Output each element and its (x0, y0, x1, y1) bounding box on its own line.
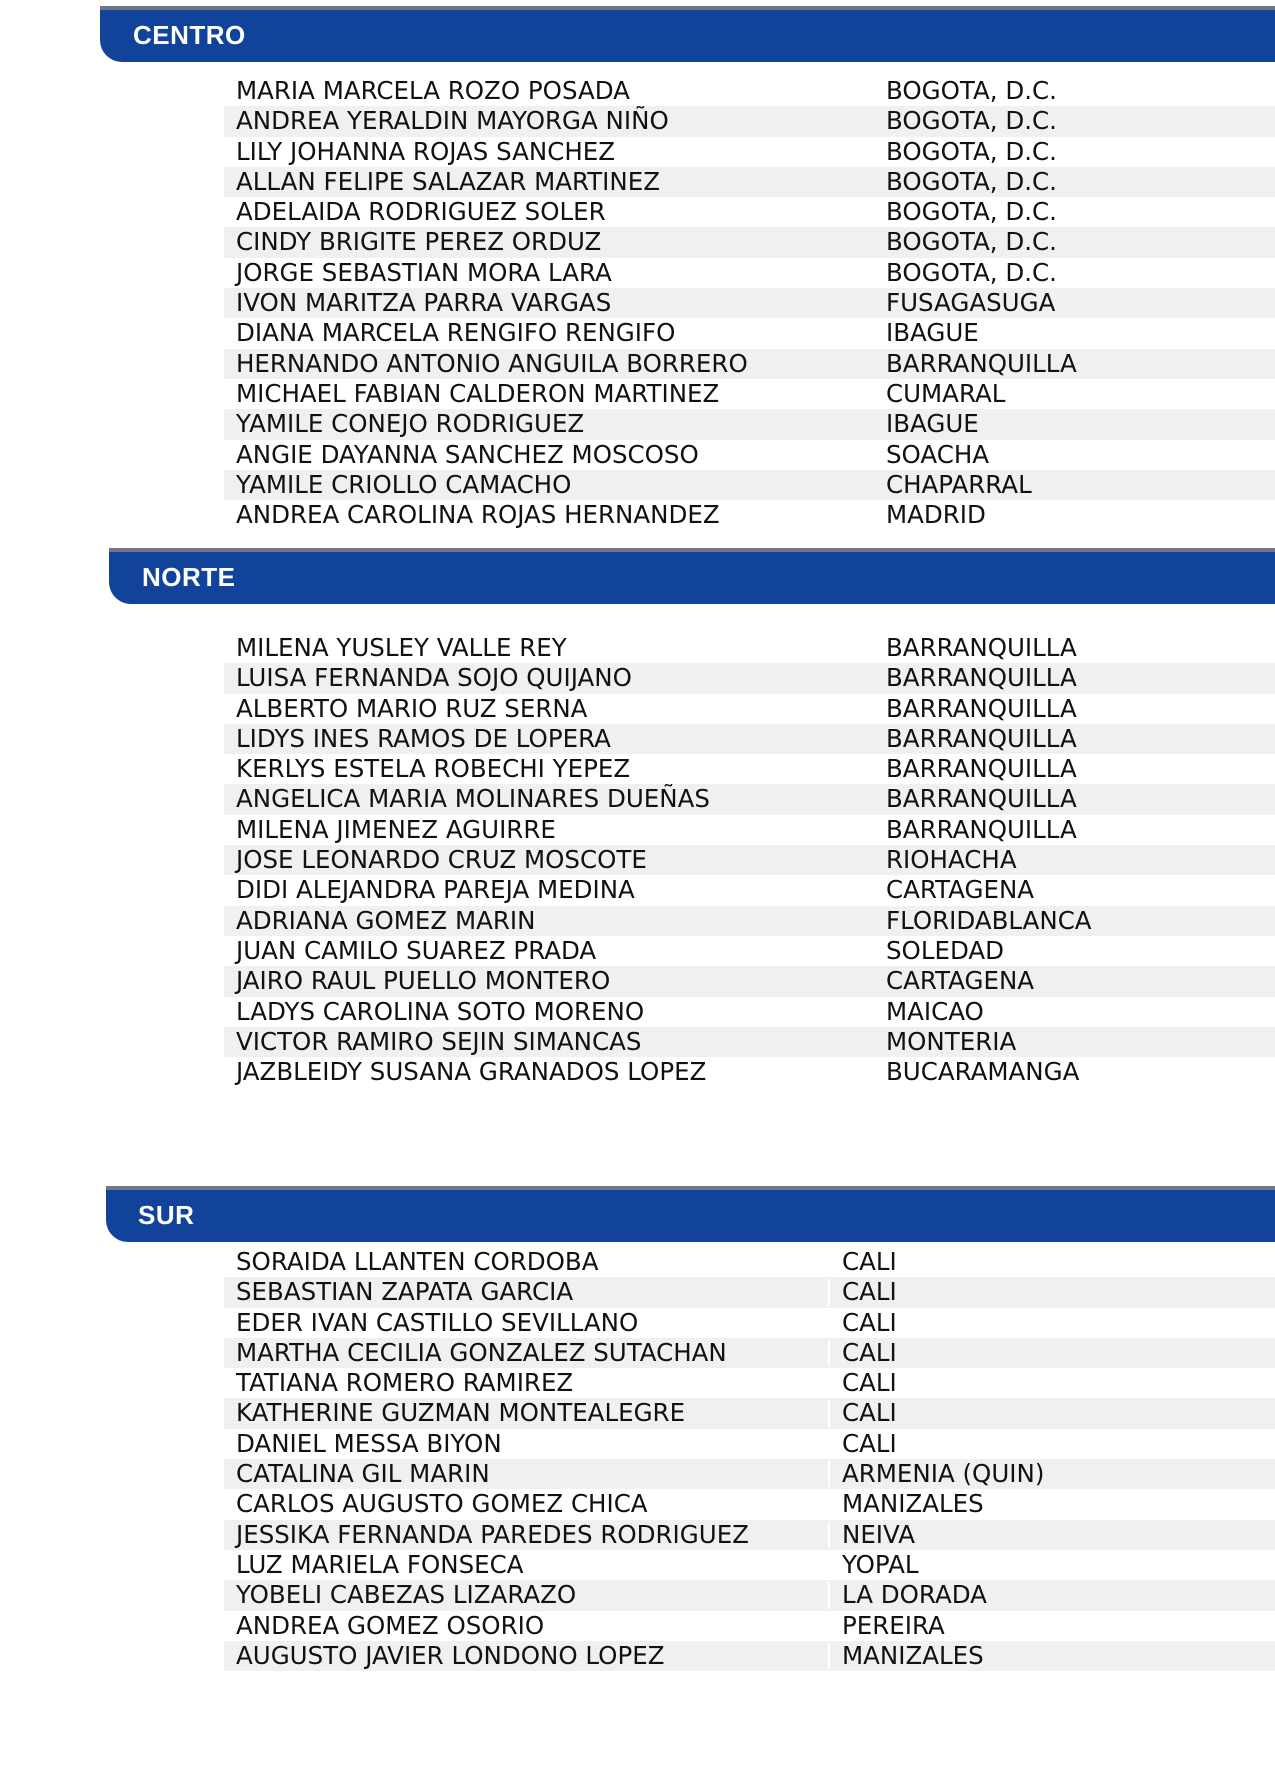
city-name: YOPAL (842, 1549, 919, 1579)
table-row (224, 1398, 1275, 1428)
column-divider (828, 1431, 830, 1457)
person-name: LIDYS INES RAMOS DE LOPERA (236, 723, 611, 753)
city-name: CALI (842, 1277, 897, 1307)
person-name: EDER IVAN CASTILLO SEVILLANO (236, 1307, 639, 1337)
city-name: BARRANQUILLA (886, 754, 1077, 784)
city-name: MANIZALES (842, 1489, 984, 1519)
person-name: ANDREA GOMEZ OSORIO (236, 1610, 545, 1640)
city-name: ARMENIA (QUIN) (842, 1459, 1045, 1489)
person-name: DANIEL MESSA BIYON (236, 1428, 502, 1458)
city-name: CALI (842, 1398, 897, 1428)
section-list-sur (224, 1247, 1275, 1671)
city-name: CARTAGENA (886, 966, 1035, 996)
person-name: IVON MARITZA PARRA VARGAS (236, 288, 612, 318)
person-name: LUISA FERNANDA SOJO QUIJANO (236, 663, 632, 693)
city-name: BARRANQUILLA (886, 663, 1077, 693)
person-name: JAIRO RAUL PUELLO MONTERO (236, 966, 611, 996)
section-header-norte (0, 548, 1275, 604)
table-row (224, 966, 1275, 996)
table-row (224, 724, 1275, 754)
table-row (224, 379, 1275, 409)
person-name: AUGUSTO JAVIER LONDONO LOPEZ (236, 1640, 665, 1670)
column-divider (828, 1552, 830, 1578)
person-name: MILENA YUSLEY VALLE REY (236, 633, 567, 662)
table-row (224, 349, 1275, 379)
city-name: FUSAGASUGA (886, 288, 1056, 318)
city-name: CALI (842, 1428, 897, 1458)
table-row (224, 1027, 1275, 1057)
section-list-centro (224, 76, 1275, 530)
person-name: ANDREA YERALDIN MAYORGA NIÑO (236, 106, 669, 136)
city-name: FLORIDABLANCA (886, 905, 1092, 935)
city-name: CALI (842, 1307, 897, 1337)
table-row (224, 1611, 1275, 1641)
city-name: BOGOTA, D.C. (886, 197, 1057, 227)
person-name: JOSE LEONARDO CRUZ MOSCOTE (236, 845, 647, 875)
person-name: JORGE SEBASTIAN MORA LARA (236, 257, 612, 287)
city-name: BOGOTA, D.C. (886, 257, 1057, 287)
city-name: BOGOTA, D.C. (886, 227, 1057, 257)
person-name: LADYS CAROLINA SOTO MORENO (236, 996, 645, 1026)
city-name: MONTERIA (886, 1026, 1017, 1056)
person-name: MARIA MARCELA ROZO POSADA (236, 76, 630, 105)
column-divider (828, 1643, 830, 1669)
table-row (224, 440, 1275, 470)
section-title: CENTRO (133, 20, 246, 50)
person-name: ALBERTO MARIO RUZ SERNA (236, 693, 588, 723)
section-list-norte (224, 633, 1275, 1087)
city-name: BOGOTA, D.C. (886, 136, 1057, 166)
table-row (224, 663, 1275, 693)
city-name: MANIZALES (842, 1640, 984, 1670)
column-divider (828, 1522, 830, 1548)
table-row (224, 1368, 1275, 1398)
person-name: MICHAEL FABIAN CALDERON MARTINEZ (236, 378, 720, 408)
table-row (224, 1429, 1275, 1459)
table-row (224, 106, 1275, 136)
table-row (224, 288, 1275, 318)
table-row (224, 1338, 1275, 1368)
column-divider (828, 1613, 830, 1639)
person-name: DIDI ALEJANDRA PAREJA MEDINA (236, 875, 635, 905)
table-row (224, 1550, 1275, 1580)
city-name: CUMARAL (886, 378, 1006, 408)
table-row (224, 409, 1275, 439)
table-row (224, 167, 1275, 197)
table-row (224, 784, 1275, 814)
city-name: MADRID (886, 500, 986, 530)
table-row (224, 500, 1275, 530)
column-divider (828, 1310, 830, 1336)
section-title: SUR (138, 1200, 195, 1230)
city-name: CALI (842, 1337, 897, 1367)
city-name: BARRANQUILLA (886, 814, 1077, 844)
table-row (224, 470, 1275, 500)
city-name: NEIVA (842, 1519, 915, 1549)
table-row (224, 997, 1275, 1027)
table-row (224, 936, 1275, 966)
person-name: CATALINA GIL MARIN (236, 1459, 490, 1489)
table-row (224, 1308, 1275, 1338)
city-name: IBAGUE (886, 409, 979, 439)
table-row (224, 1489, 1275, 1519)
city-name: SOLEDAD (886, 935, 1005, 965)
table-row (224, 633, 1275, 663)
city-name: BUCARAMANGA (886, 1057, 1080, 1087)
table-row (224, 694, 1275, 724)
city-name: IBAGUE (886, 318, 979, 348)
city-name: CALI (842, 1368, 897, 1398)
city-name: BARRANQUILLA (886, 723, 1077, 753)
column-divider (828, 1582, 830, 1608)
table-row (224, 754, 1275, 784)
city-name: MAICAO (886, 996, 984, 1026)
table-row (224, 815, 1275, 845)
section-title: NORTE (142, 562, 236, 592)
city-name: BARRANQUILLA (886, 784, 1077, 814)
table-row (224, 1247, 1275, 1277)
person-name: KERLYS ESTELA ROBECHI YEPEZ (236, 754, 631, 784)
person-name: TATIANA ROMERO RAMIREZ (236, 1368, 574, 1398)
column-divider (828, 1249, 830, 1275)
table-row (224, 197, 1275, 227)
column-divider (828, 1370, 830, 1396)
section-header-sur (0, 1186, 1275, 1242)
section-header-centro (0, 6, 1275, 62)
person-name: JESSIKA FERNANDA PAREDES RODRIGUEZ (236, 1519, 749, 1549)
section-header-bar (106, 1186, 1275, 1242)
person-name: DIANA MARCELA RENGIFO RENGIFO (236, 318, 676, 348)
person-name: ALLAN FELIPE SALAZAR MARTINEZ (236, 166, 661, 196)
person-name: JUAN CAMILO SUAREZ PRADA (236, 935, 597, 965)
person-name: ANGELICA MARIA MOLINARES DUEÑAS (236, 784, 710, 814)
table-row (224, 906, 1275, 936)
person-name: YAMILE CRIOLLO CAMACHO (236, 469, 572, 499)
table-row (224, 318, 1275, 348)
column-divider (828, 1400, 830, 1426)
table-row (224, 875, 1275, 905)
table-row (224, 1277, 1275, 1307)
person-name: ADRIANA GOMEZ MARIN (236, 905, 536, 935)
person-name: VICTOR RAMIRO SEJIN SIMANCAS (236, 1026, 642, 1056)
column-divider (828, 1491, 830, 1517)
person-name: ANDREA CAROLINA ROJAS HERNANDEZ (236, 500, 720, 530)
city-name: BOGOTA, D.C. (886, 76, 1057, 105)
person-name: YAMILE CONEJO RODRIGUEZ (236, 409, 585, 439)
table-row (224, 845, 1275, 875)
person-name: MARTHA CECILIA GONZALEZ SUTACHAN (236, 1337, 727, 1367)
section-header-bar (100, 6, 1275, 62)
column-divider (828, 1340, 830, 1366)
city-name: PEREIRA (842, 1610, 945, 1640)
person-name: HERNANDO ANTONIO ANGUILA BORRERO (236, 348, 748, 378)
column-divider (828, 1279, 830, 1305)
city-name: CHAPARRAL (886, 469, 1032, 499)
column-divider (828, 1461, 830, 1487)
table-row (224, 1580, 1275, 1610)
city-name: BOGOTA, D.C. (886, 106, 1057, 136)
person-name: KATHERINE GUZMAN MONTEALEGRE (236, 1398, 686, 1428)
table-row (224, 137, 1275, 167)
city-name: BARRANQUILLA (886, 348, 1077, 378)
city-name: RIOHACHA (886, 845, 1017, 875)
table-row (224, 227, 1275, 257)
city-name: BARRANQUILLA (886, 633, 1077, 662)
table-row (224, 1520, 1275, 1550)
table-row (224, 1459, 1275, 1489)
city-name: CALI (842, 1247, 897, 1276)
person-name: CARLOS AUGUSTO GOMEZ CHICA (236, 1489, 648, 1519)
table-row (224, 1057, 1275, 1087)
person-name: JAZBLEIDY SUSANA GRANADOS LOPEZ (236, 1057, 707, 1087)
city-name: CARTAGENA (886, 875, 1035, 905)
person-name: YOBELI CABEZAS LIZARAZO (236, 1580, 577, 1610)
section-header-bar (109, 548, 1275, 604)
city-name: BOGOTA, D.C. (886, 166, 1057, 196)
person-name: ANGIE DAYANNA SANCHEZ MOSCOSO (236, 439, 699, 469)
person-name: CINDY BRIGITE PEREZ ORDUZ (236, 227, 602, 257)
city-name: SOACHA (886, 439, 990, 469)
table-row (224, 1641, 1275, 1671)
person-name: SORAIDA LLANTEN CORDOBA (236, 1247, 599, 1276)
person-name: LUZ MARIELA FONSECA (236, 1549, 524, 1579)
person-name: SEBASTIAN ZAPATA GARCIA (236, 1277, 574, 1307)
table-row (224, 76, 1275, 106)
person-name: MILENA JIMENEZ AGUIRRE (236, 814, 556, 844)
table-row (224, 258, 1275, 288)
city-name: BARRANQUILLA (886, 693, 1077, 723)
person-name: ADELAIDA RODRIGUEZ SOLER (236, 197, 606, 227)
city-name: LA DORADA (842, 1580, 987, 1610)
person-name: LILY JOHANNA ROJAS SANCHEZ (236, 136, 616, 166)
